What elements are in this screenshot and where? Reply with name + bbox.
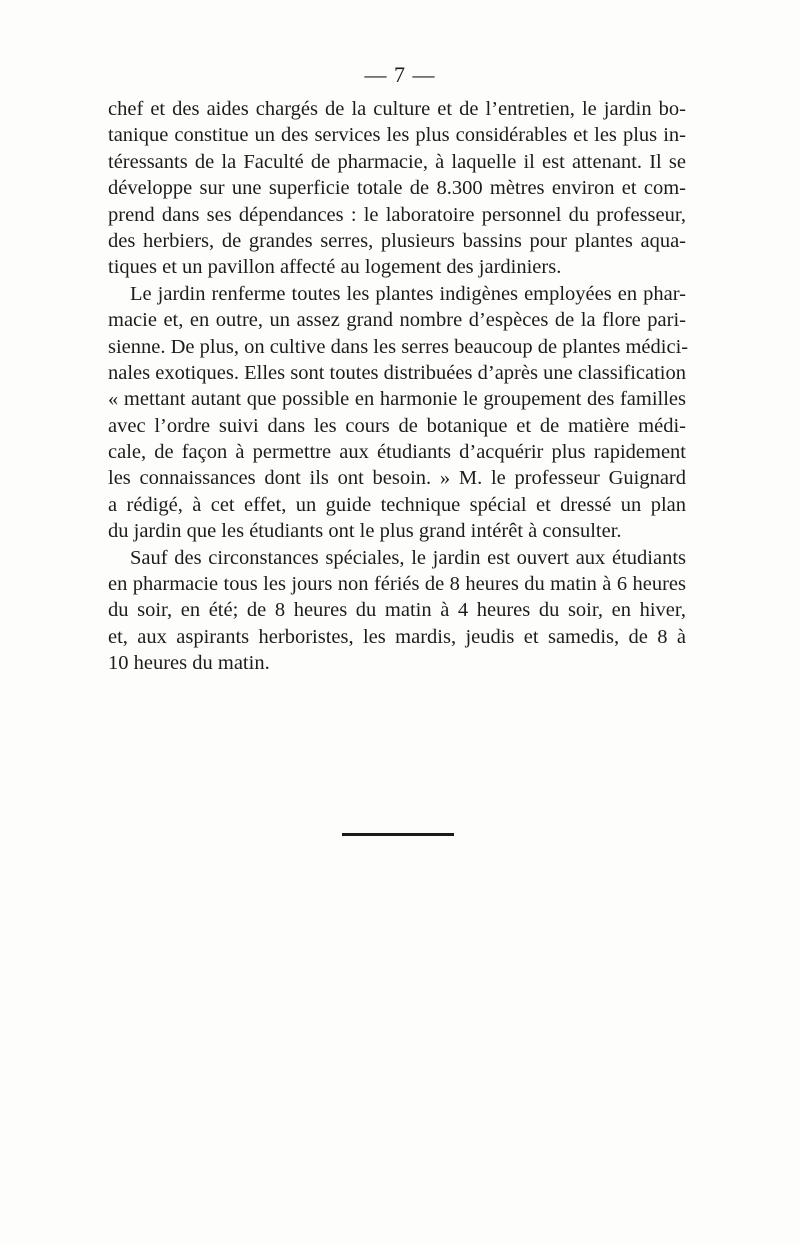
text-line: prend dans ses dépendances : le laboratoire personnel du professeur, [108,203,686,226]
text-line: cale, de façon à permettre aux étudiants d’acquérir plus rapidement [108,441,686,464]
text-line: du jardin que les étudiants ont le plus grand intérêt à consulter. [108,520,622,543]
text-line: chef et des aides chargés de la culture et de l’entretien, le jardin bo- [108,98,686,120]
text-line: a rédigé, à cet effet, un guide technique spécial et dressé un plan [108,493,686,516]
page-number: — 7 — [364,62,436,87]
text-line: tiques et un pavillon affecté au logement des jardiniers. [108,256,562,279]
text-line: « mettant autant que possible en harmonie le groupement des familles [108,388,686,411]
text-line: développe sur une superficie totale de 8.300 mètres environ et com- [108,177,686,200]
text-line: avec l’ordre suivi dans les cours de botanique et de matière médi- [108,414,686,437]
text-line: et, aux aspirants herboristes, les mardis, jeudis et samedis, de 8 à [108,625,686,648]
body-text [108,96,689,677]
text-line: des herbiers, de grandes serres, plusieurs bassins pour plantes aqua- [108,229,686,252]
text-line: les connaissances dont ils ont besoin. » M. le professeur Guignard [108,467,686,490]
text-line: nales exotiques. Elles sont toutes distribuées d’après une classification [108,361,686,384]
text-line: tanique constitue un des services les plus considérables et les plus in- [108,124,686,147]
section-end-rule [342,833,454,836]
text-line: 10 heures du matin. [108,652,270,675]
text-line: macie et, en outre, un assez grand nombre d’espèces de la flore pari- [108,309,686,332]
text-line: du soir, en été; de 8 heures du matin à 4 heures du soir, en hiver, [108,599,686,622]
text-line: en pharmacie tous les jours non fériés de 8 heures du matin à 6 heures [108,573,686,596]
text-line: sienne. De plus, on cultive dans les serres beaucoup de plantes médici- [108,335,689,358]
text-line: Le jardin renferme toutes les plantes indigènes employées en phar- [130,282,686,305]
text-line: Sauf des circonstances spéciales, le jardin est ouvert aux étudiants [130,546,686,569]
text-line: téressants de la Faculté de pharmacie, à laquelle il est attenant. Il se [108,150,686,173]
